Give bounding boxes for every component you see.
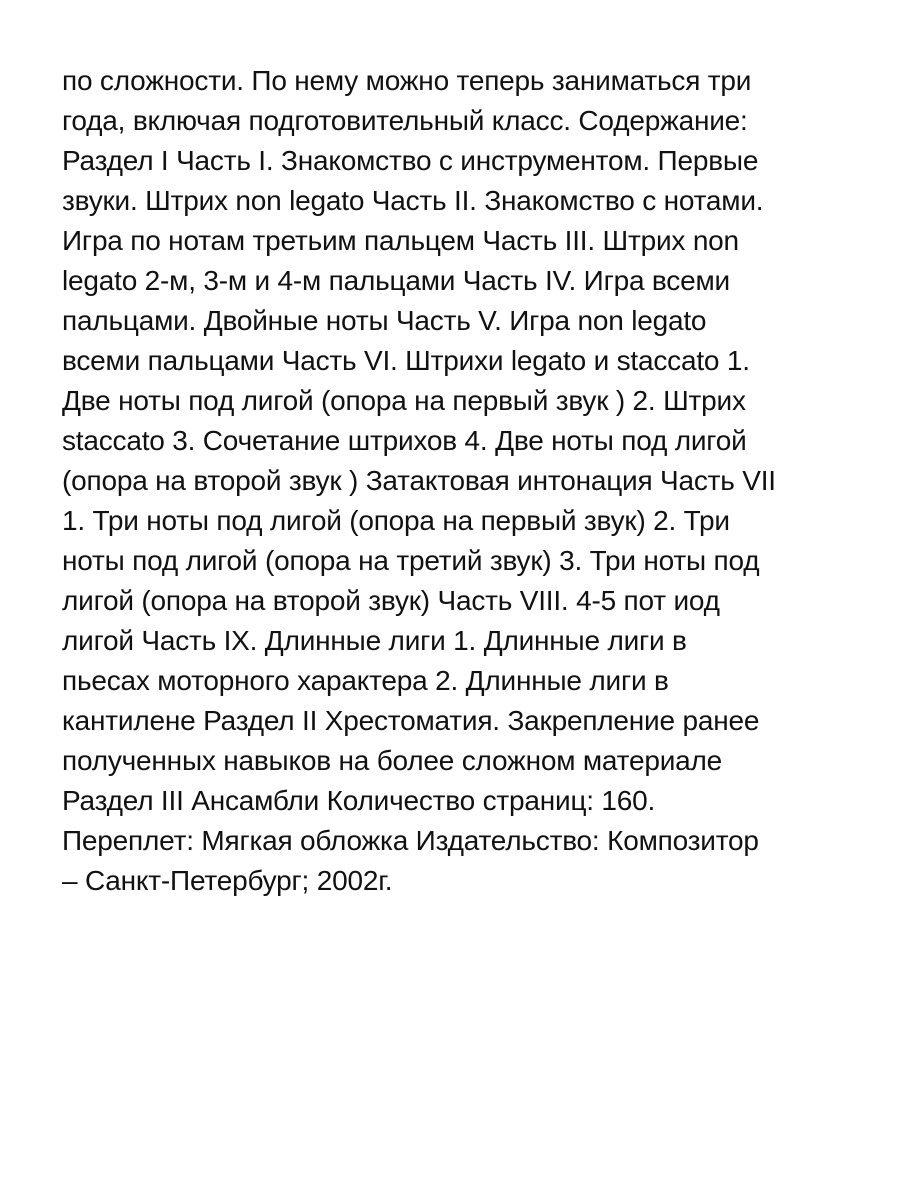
text-line: кантилене Раздел II Хрестоматия. Закрепление ранее xyxy=(62,705,760,736)
text-line: года, включая подготовительный класс. Содержание: xyxy=(62,105,748,136)
text-line: Переплет: Мягкая обложка Издательство: Композитор xyxy=(62,825,759,856)
text-line: ноты под лигой (опора на третий звук) 3. Три ноты под xyxy=(62,545,760,576)
text-line: пьесах моторного характера 2. Длинные лиги в xyxy=(62,665,669,696)
text-line: лигой Часть IX. Длинные лиги 1. Длинные лиги в xyxy=(62,625,687,656)
text-line: 1. Три ноты под лигой (опора на первый звук) 2. Три xyxy=(62,505,730,536)
text-line: Две ноты под лигой (опора на первый звук ) 2. Штрих xyxy=(62,385,746,416)
text-line: staccato 3. Сочетание штрихов 4. Две ноты под лигой xyxy=(62,425,747,456)
text-line: Игра по нотам третьим пальцем Часть III. Штрих non xyxy=(62,225,739,256)
text-line: полученных навыков на более сложном материале xyxy=(62,745,723,776)
text-line: Раздел III Ансамбли Количество страниц: 160. xyxy=(62,785,656,816)
text-line: legato 2-м, 3-м и 4-м пальцами Часть IV. Игра всеми xyxy=(62,265,730,296)
text-line: (опора на второй звук ) Затактовая интонация Часть VII xyxy=(62,465,776,496)
text-line: – Санкт-Петербург; 2002г. xyxy=(62,865,393,896)
text-line: лигой (опора на второй звук) Часть VIII. 4-5 пот иод xyxy=(62,585,720,616)
text-line: всеми пальцами Часть VI. Штрихи legato и staccato 1. xyxy=(62,345,750,376)
description-text-block xyxy=(62,61,852,901)
text-line: по сложности. По нему можно теперь заниматься три xyxy=(62,65,752,96)
text-line: пальцами. Двойные ноты Часть V. Игра non legato xyxy=(62,305,707,336)
text-line: звуки. Штрих non legato Часть II. Знакомство с нотами. xyxy=(62,185,764,216)
text-line: Раздел I Часть I. Знакомство с инструментом. Первые xyxy=(62,145,759,176)
